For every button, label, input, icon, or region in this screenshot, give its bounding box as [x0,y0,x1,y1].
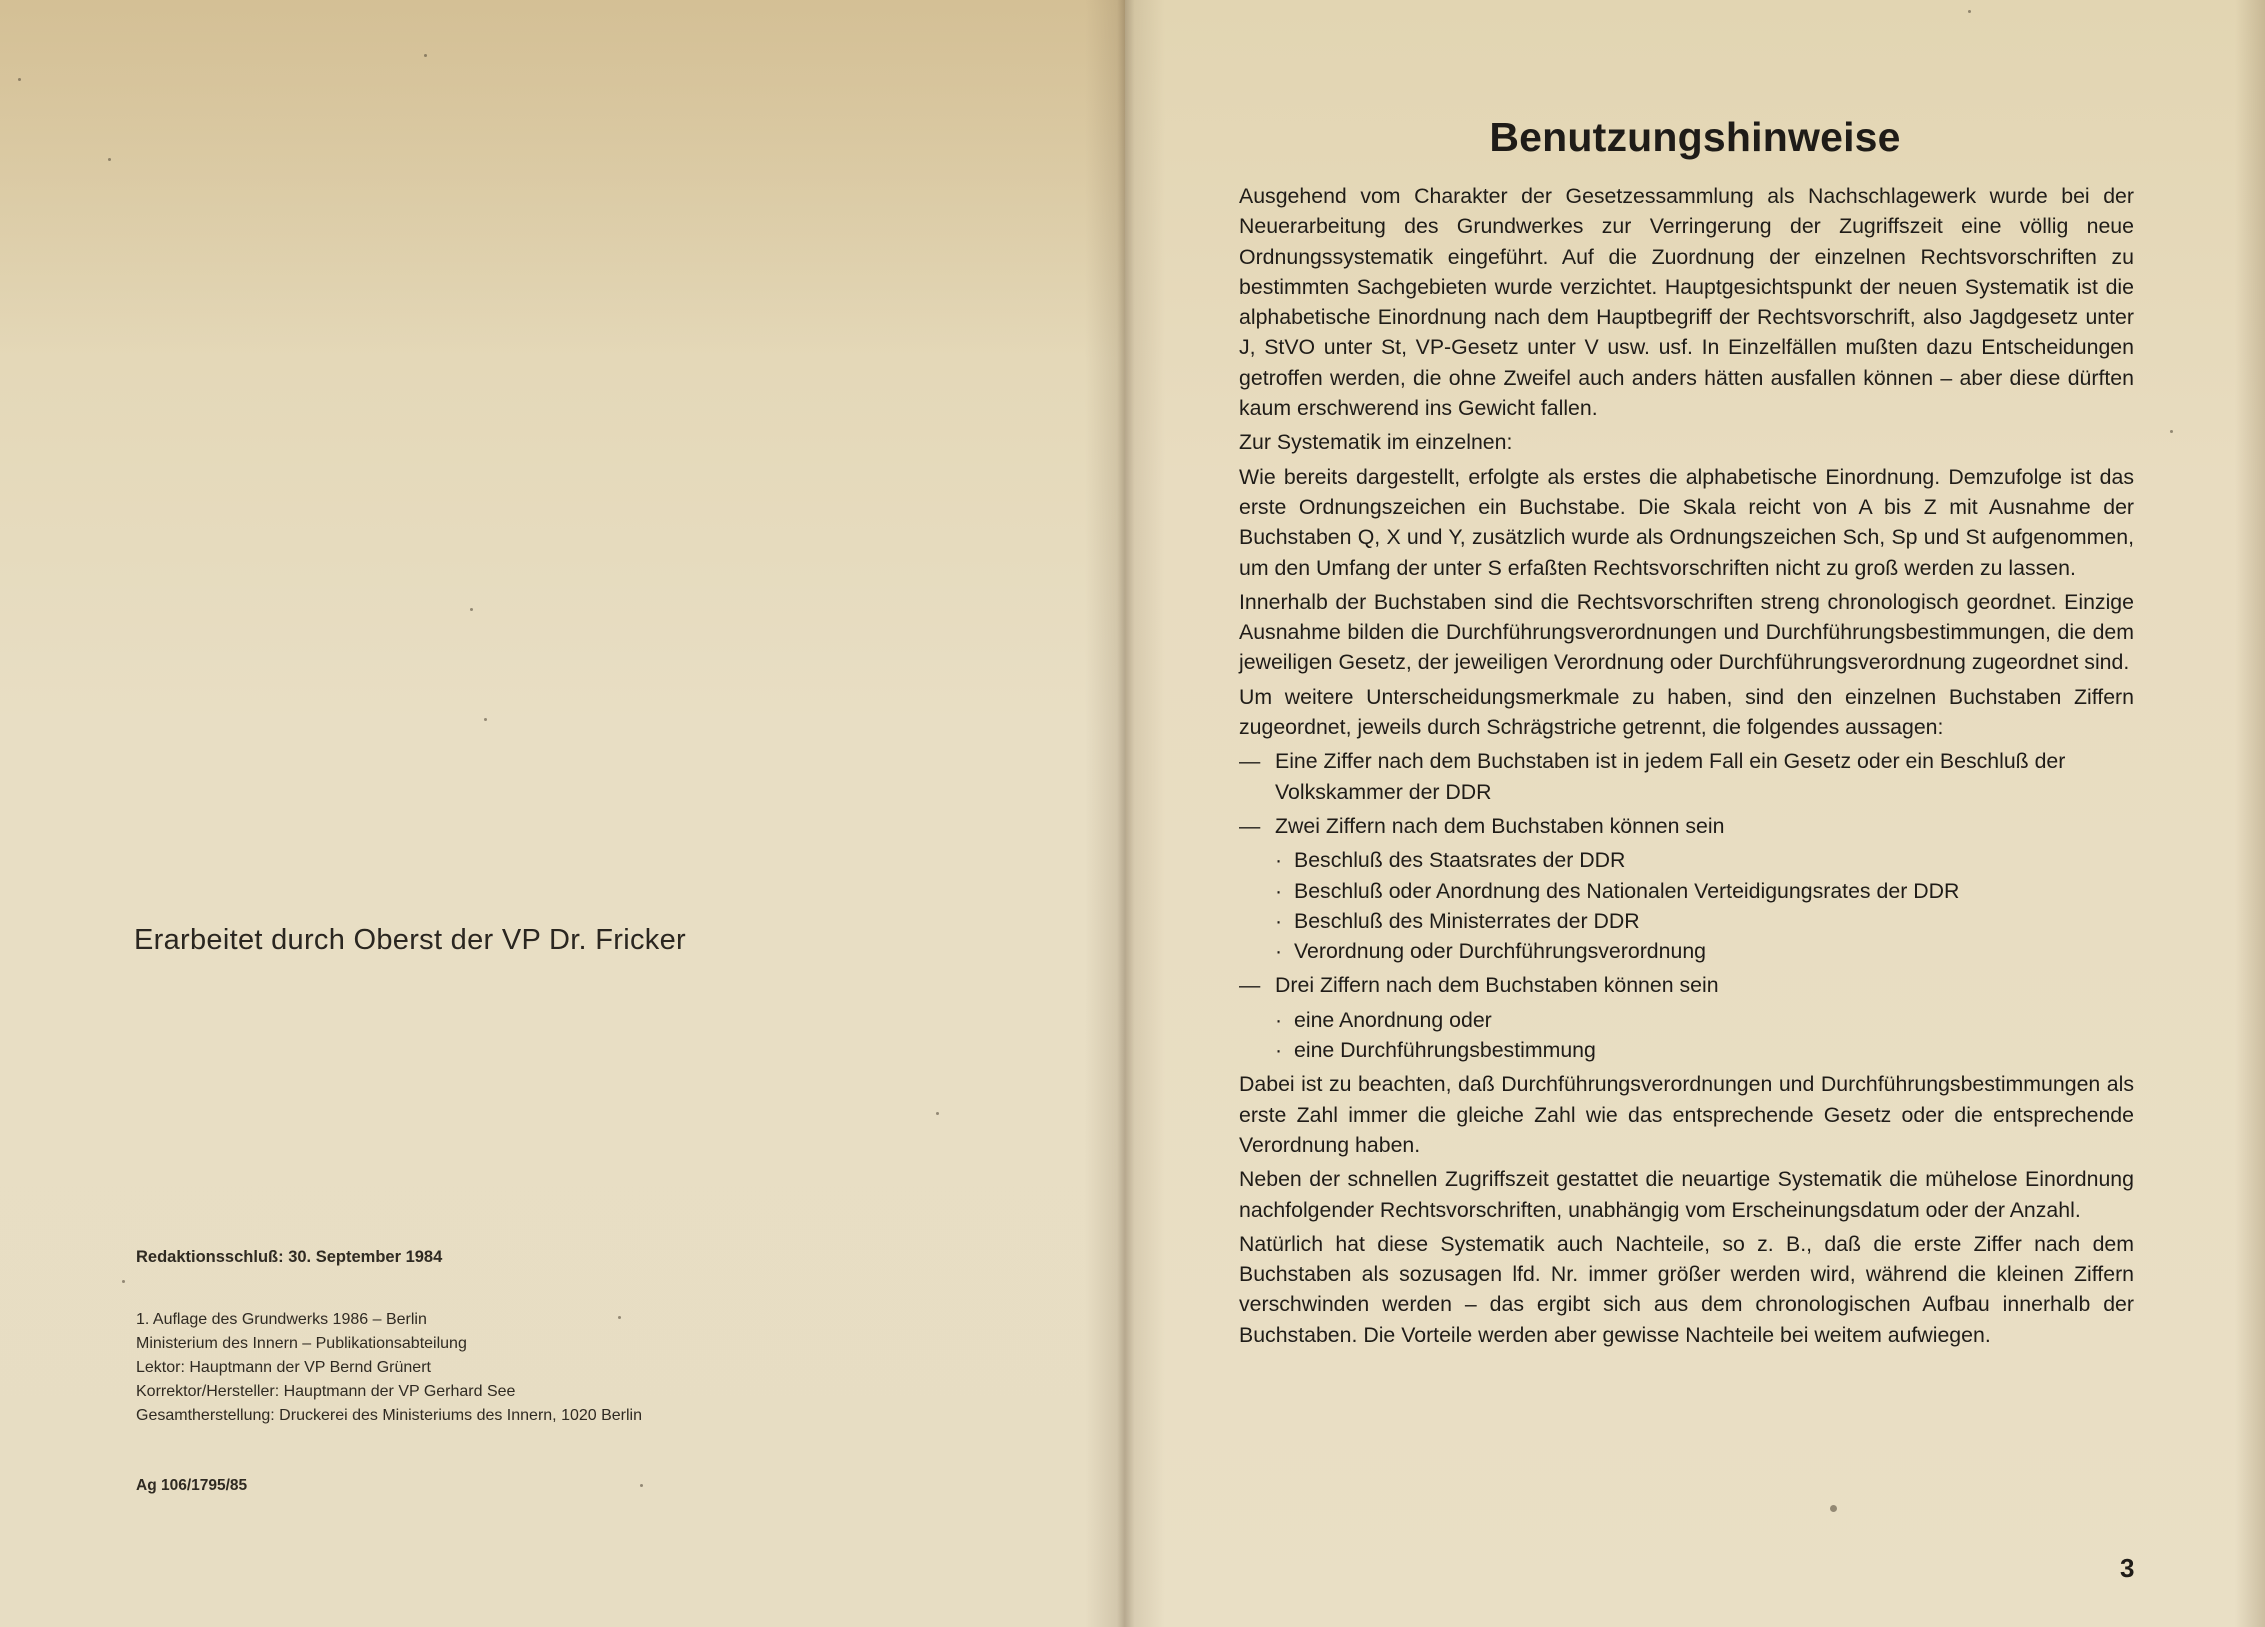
paper-stain [0,0,1125,360]
dot-bullet: · [1275,908,1283,933]
sub-list-item-text: Beschluß des Ministerrates der DDR [1294,908,1640,933]
paragraph: Dabei ist zu beachten, daß Durchführungsverordnungen und Durchführungsbestimmungen als erste Zahl immer die gleiche Zahl wie das entsprechende Gesetz oder die entsprechende Verordnung haben. [1239,1072,2134,1157]
paper-speck [470,608,473,611]
paper-speck [484,718,487,721]
dot-bullet: · [1275,878,1283,903]
sub-list-item [1239,876,2134,906]
imprint-line: 1. Auflage des Grundwerks 1986 – Berlin [136,1311,427,1328]
paragraph: Neben der schnellen Zugriffszeit gestattet die neuartige Systematik die mühelose Einordnung nachfolgender Rechtsvorschriften, unabhängig vom Erscheinungsdatum oder der Anzahl. [1239,1167,2134,1222]
paper-speck [2170,430,2173,433]
sub-list-item [1239,1035,2134,1065]
sub-list-item-text: eine Anordnung oder [1294,1007,1492,1032]
paper-speck [1830,1505,1837,1512]
list-item-text: Zwei Ziffern nach dem Buchstaben können sein [1275,813,1725,838]
dash-bullet: — [1239,973,1261,998]
imprint-line: Lektor: Hauptmann der VP Bernd Grünert [136,1359,431,1376]
paper-speck [640,1484,643,1487]
dot-bullet: · [1275,1007,1283,1032]
page-edge [2235,0,2265,1627]
paper-speck [618,1316,621,1319]
sub-list-item-text: eine Durchführungsbestimmung [1294,1038,1596,1063]
page-title: Benutzungshinweise [1489,114,1901,160]
sub-list-item [1239,906,2134,936]
dot-bullet: · [1275,939,1283,964]
paragraph: Um weitere Unterscheidungsmerkmale zu haben, sind den einzelnen Buchstaben Ziffern zugeordnet, jeweils durch Schrägstriche getrennt, die folgendes aussagen: [1239,684,2134,740]
paper-speck [122,1280,125,1283]
book-gutter [1085,0,1165,1627]
imprint-block [136,1308,642,1428]
list-item-text: Drei Ziffern nach dem Buchstaben können sein [1275,973,1719,998]
sub-list-item-text: Verordnung oder Durchführungsverordnung [1294,939,1707,964]
paragraph: Innerhalb der Buchstaben sind die Rechtsvorschriften streng chronologisch geordnet. Einzige Ausnahme bilden die Durchführungsverordnungen und Durchführungsbestimmungen, die dem jeweiligen Gesetz, der jeweiligen Verordnung oder Durchführungsverordnung zugeordnet sind. [1239,589,2134,675]
ag-number: Ag 106/1795/85 [136,1477,248,1494]
author-line: Erarbeitet durch Oberst der VP Dr. Fricker [134,924,686,956]
imprint-line: Korrektor/Hersteller: Hauptmann der VP Gerhard See [136,1383,516,1400]
paper-speck [424,54,427,57]
dash-bullet: — [1239,749,1261,774]
sub-list-item-text: Beschluß oder Anordnung des Nationalen Verteidigungsrates der DDR [1294,878,1960,903]
list-item [1239,746,2134,807]
paragraph: Zur Systematik im einzelnen: [1239,430,1513,455]
sub-list-item [1239,1005,2134,1035]
paragraph: Natürlich hat diese Systematik auch Nachteile, so z. B., daß die erste Ziffer nach dem Buchstaben als sozusagen lfd. Nr. immer größer werden wird, während die kleinen Ziffern verschwinden werden – das ergibt sich aus dem chronologischen Aufbau innerhalb der Buchstaben. Die Vorteile werden aber gewisse Nachteile bei weitem aufwiegen. [1239,1231,2134,1347]
sub-list-item-text: Beschluß des Staatsrates der DDR [1294,848,1626,873]
paragraph: Wie bereits dargestellt, erfolgte als erstes die alphabetische Einordnung. Demzufolge ist das erste Ordnungszeichen ein Buchstabe. Die Skala reicht von A bis Z mit Ausnahme der Buchstaben Q, X und Y, zusätzlich wurde als Ordnungszeichen Sch, Sp und St aufgenommen, um den Umfang der unter S erfaßten Rechtsvorschriften nicht zu groß werden zu lassen. [1239,464,2134,580]
list-item-text: Eine Ziffer nach dem Buchstaben ist in jedem Fall ein Gesetz oder ein Beschluß der Volkskammer der DDR [1275,749,2066,804]
body-text [1239,181,2134,1354]
imprint-line: Ministerium des Innern – Publikationsabteilung [136,1335,467,1352]
paper-speck [1968,10,1971,13]
list-item [1239,811,2134,841]
sub-list-item [1239,936,2134,966]
paper-speck [108,158,111,161]
paragraph: Ausgehend vom Charakter der Gesetzessammlung als Nachschlagewerk wurde bei der Neuerarbeitung des Grundwerkes zur Verringerung der Zugriffszeit eine völlig neue Ordnungssystematik eingeführt. Auf die Zuordnung der einzelnen Rechtsvorschriften zu bestimmten Sachgebieten wurde verzichtet. Hauptgesichtspunkt der neuen Systematik ist die alphabetische Einordnung nach dem Hauptbegriff der Rechtsvorschrift, also Jagdgesetz unter J, StVO unter St, VP-Gesetz unter V usw. usf. In Einzelfällen mußten dazu Entscheidungen getroffen werden, die ohne Zweifel auch anders hätten ausfallen können – aber diese dürften kaum erschwerend ins Gewicht fallen. [1239,184,2134,421]
list-item [1239,970,2134,1000]
paper-speck [18,78,21,81]
editorial-deadline: Redaktionsschluß: 30. September 1984 [136,1248,443,1266]
dash-bullet: — [1239,813,1261,838]
paper-speck [936,1112,939,1115]
sub-list-item [1239,845,2134,875]
dot-bullet: · [1275,1038,1283,1063]
page-number: 3 [2120,1553,2135,1583]
imprint-line: Gesamtherstellung: Druckerei des Ministeriums des Innern, 1020 Berlin [136,1407,643,1424]
dot-bullet: · [1275,848,1283,873]
